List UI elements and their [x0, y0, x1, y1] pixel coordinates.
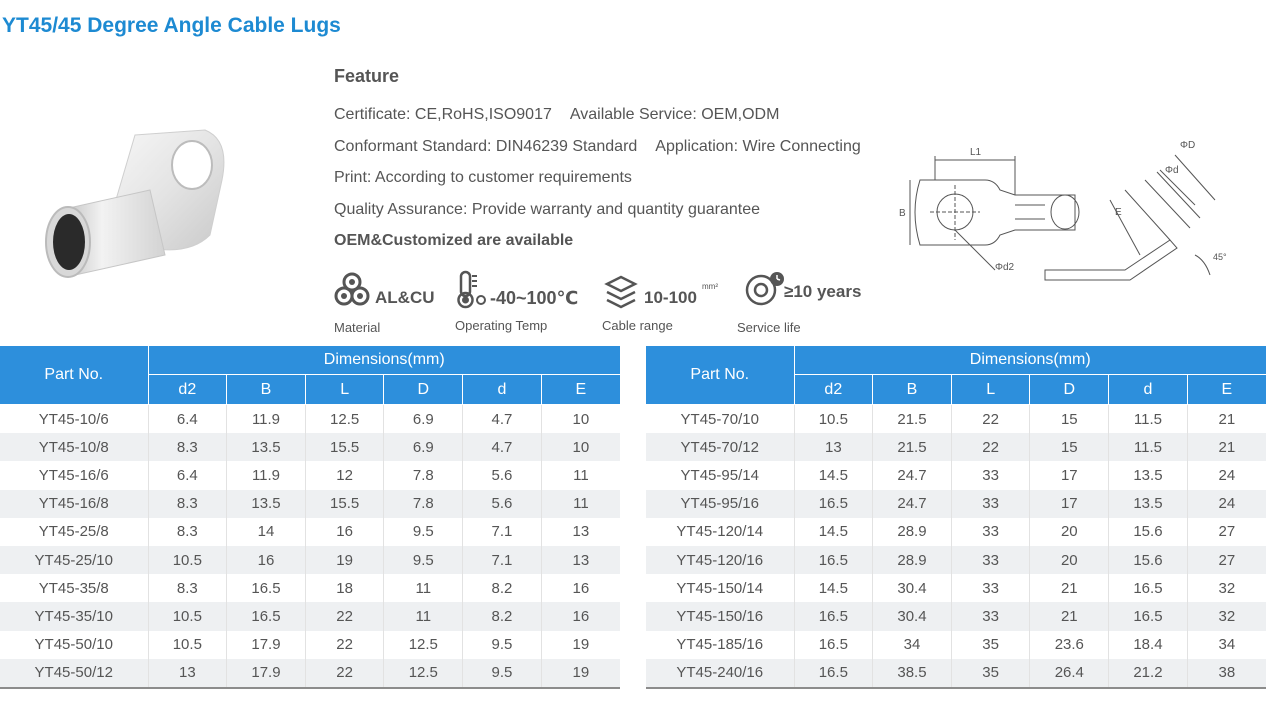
dimension-cell: 14.5	[794, 461, 873, 489]
dimension-cell: 13.5	[227, 433, 306, 461]
part-number-cell: YT45-16/8	[0, 490, 148, 518]
dimension-cell: 6.9	[384, 433, 463, 461]
dimension-cell: 18.4	[1109, 631, 1188, 659]
dimension-cell: 19	[541, 631, 620, 659]
temp-value: -40~100℃	[490, 288, 579, 308]
dimension-cell: 15.6	[1109, 518, 1188, 546]
table-row	[646, 602, 1266, 630]
drawing-label-b: B	[899, 208, 906, 219]
dimension-cell: 17.9	[227, 659, 306, 688]
table-row	[646, 631, 1266, 659]
dimension-cell: 22	[951, 433, 1030, 461]
part-number-cell: YT45-50/12	[0, 659, 148, 688]
dimension-cell: 35	[951, 659, 1030, 688]
feature-line	[334, 137, 894, 169]
col-header-l: L	[305, 375, 384, 405]
dimension-cell: 32	[1187, 602, 1266, 630]
col-header-D: D	[1030, 375, 1109, 405]
dimension-cell: 9.5	[384, 518, 463, 546]
dimension-cell: 9.5	[463, 659, 542, 688]
material-value: AL&CU	[375, 288, 435, 307]
drawing-label-d: Φd	[1165, 165, 1179, 176]
drawing-label-l1: L1	[970, 147, 982, 158]
table-row	[646, 433, 1266, 461]
dimension-cell: 33	[951, 490, 1030, 518]
part-number-cell: YT45-16/6	[0, 461, 148, 489]
part-number-cell: YT45-120/14	[646, 518, 794, 546]
part-number-cell: YT45-35/10	[0, 602, 148, 630]
part-number-cell: YT45-70/10	[646, 405, 794, 434]
dimension-cell: 11.9	[227, 405, 306, 434]
col-header-e: E	[541, 375, 620, 405]
drawing-label-angle: 45°	[1213, 252, 1227, 262]
part-number-cell: YT45-240/16	[646, 659, 794, 688]
col-header-dimensions: Dimensions(mm)	[794, 346, 1266, 375]
dimension-cell: 11.5	[1109, 405, 1188, 434]
cable-caption: Cable range	[602, 318, 673, 333]
dimension-cell: 22	[305, 659, 384, 688]
dimension-cell: 8.2	[463, 602, 542, 630]
dimension-cell: 15.5	[305, 433, 384, 461]
dimension-cell: 22	[951, 405, 1030, 434]
part-number-cell: YT45-95/14	[646, 461, 794, 489]
feature-line	[334, 105, 894, 137]
table-row	[0, 518, 620, 546]
part-number-cell: YT45-10/8	[0, 433, 148, 461]
dimension-cell: 17	[1030, 490, 1109, 518]
dimension-cell: 5.6	[463, 461, 542, 489]
dimension-cell: 33	[951, 574, 1030, 602]
dimension-cell: 7.1	[463, 546, 542, 574]
dimension-cell: 20	[1030, 518, 1109, 546]
dimension-cell: 11	[384, 602, 463, 630]
cables-icon	[334, 268, 374, 308]
table-row	[646, 659, 1266, 688]
table-row	[0, 461, 620, 489]
temp-caption: Operating Temp	[455, 318, 548, 333]
dimension-cell: 33	[951, 461, 1030, 489]
dimension-cell: 13.5	[1109, 490, 1188, 518]
dimension-cell: 16.5	[227, 602, 306, 630]
dimension-cell: 27	[1187, 546, 1266, 574]
dimension-cell: 12.5	[384, 631, 463, 659]
dimension-cell: 13	[541, 546, 620, 574]
dimension-cell: 21	[1187, 433, 1266, 461]
col-header-d: d	[1109, 375, 1188, 405]
table-row	[0, 631, 620, 659]
dimension-cell: 34	[873, 631, 952, 659]
dimension-cell: 33	[951, 602, 1030, 630]
spec-table-left	[0, 346, 620, 689]
life-value: ≥10 years	[784, 282, 862, 301]
dimension-cell: 10.5	[148, 602, 227, 630]
dimension-cell: 15.5	[305, 490, 384, 518]
certificate-text: Certificate: CE,RoHS,ISO9017	[334, 106, 552, 123]
dimension-cell: 7.8	[384, 490, 463, 518]
quality-text: Quality Assurance: Provide warranty and quantity guarantee	[334, 200, 761, 218]
part-number-cell: YT45-50/10	[0, 631, 148, 659]
col-header-part: Part No.	[646, 346, 794, 405]
table-row	[0, 546, 620, 574]
part-number-cell: YT45-185/16	[646, 631, 794, 659]
dimension-cell: 13	[148, 659, 227, 688]
dimension-cell: 6.9	[384, 405, 463, 434]
dimension-cell: 8.3	[148, 490, 227, 518]
product-photo	[40, 70, 245, 310]
technical-drawing	[895, 140, 1235, 290]
dimension-cell: 8.3	[148, 574, 227, 602]
thermometer-icon	[455, 270, 489, 310]
feature-line	[334, 168, 894, 200]
dimension-cell: 33	[951, 518, 1030, 546]
cable-unit: mm²	[702, 282, 718, 291]
table-row	[646, 546, 1266, 574]
dimension-cell: 21	[1030, 574, 1109, 602]
print-text: Print: According to customer requirements	[334, 169, 632, 186]
table-row	[0, 405, 620, 434]
dimension-cell: 18	[305, 574, 384, 602]
dimension-cell: 16.5	[794, 631, 873, 659]
table-row	[646, 518, 1266, 546]
dimension-cell: 11.9	[227, 461, 306, 489]
dimension-cell: 20	[1030, 546, 1109, 574]
dimension-cell: 16.5	[1109, 574, 1188, 602]
dimension-cell: 24.7	[873, 461, 952, 489]
dimension-cell: 24	[1187, 490, 1266, 518]
dimension-cell: 6.4	[148, 405, 227, 434]
dimension-cell: 21	[1030, 602, 1109, 630]
dimension-cell: 13	[794, 433, 873, 461]
col-header-b: B	[873, 375, 952, 405]
dimension-cell: 15	[1030, 405, 1109, 434]
dimension-cell: 22	[305, 631, 384, 659]
dimension-cell: 16.5	[794, 490, 873, 518]
dimension-cell: 17.9	[227, 631, 306, 659]
dimension-cell: 21.5	[873, 433, 952, 461]
dimension-cell: 11.5	[1109, 433, 1188, 461]
drawing-label-e: E	[1115, 207, 1122, 218]
dimension-cell: 19	[305, 546, 384, 574]
clock-gear-icon	[744, 270, 786, 310]
dimension-cell: 38	[1187, 659, 1266, 688]
table-row	[646, 461, 1266, 489]
dimension-cell: 8.3	[148, 518, 227, 546]
col-header-l: L	[951, 375, 1030, 405]
table-row	[0, 574, 620, 602]
dimension-cell: 11	[384, 574, 463, 602]
dimension-cell: 4.7	[463, 433, 542, 461]
table-row	[646, 405, 1266, 434]
table-row	[0, 490, 620, 518]
spec-table-right	[646, 346, 1266, 689]
dimension-cell: 4.7	[463, 405, 542, 434]
dimension-cell: 35	[951, 631, 1030, 659]
feature-section	[334, 66, 894, 263]
dimension-cell: 30.4	[873, 602, 952, 630]
dimension-cell: 7.1	[463, 518, 542, 546]
dimension-cell: 9.5	[384, 546, 463, 574]
dimension-cell: 16	[541, 602, 620, 630]
dimension-cell: 14	[227, 518, 306, 546]
part-number-cell: YT45-120/16	[646, 546, 794, 574]
dimension-cell: 11	[541, 461, 620, 489]
dimension-cell: 16.5	[1109, 602, 1188, 630]
dimension-cell: 16.5	[794, 659, 873, 688]
part-number-cell: YT45-95/16	[646, 490, 794, 518]
dimension-cell: 19	[541, 659, 620, 688]
drawing-label-d2: Φd2	[995, 262, 1015, 273]
dimension-cell: 21.5	[873, 405, 952, 434]
dimension-cell: 26.4	[1030, 659, 1109, 688]
dimension-cell: 24.7	[873, 490, 952, 518]
table-row	[646, 490, 1266, 518]
table-row	[0, 659, 620, 688]
dimension-cell: 8.3	[148, 433, 227, 461]
col-header-d: d	[463, 375, 542, 405]
dimension-cell: 14.5	[794, 518, 873, 546]
part-number-cell: YT45-150/16	[646, 602, 794, 630]
dimension-cell: 16.5	[794, 602, 873, 630]
part-number-cell: YT45-25/10	[0, 546, 148, 574]
dimension-cell: 16	[227, 546, 306, 574]
dimension-cell: 33	[951, 546, 1030, 574]
page-title: YT45/45 Degree Angle Cable Lugs	[2, 14, 341, 37]
dimension-cell: 16	[305, 518, 384, 546]
part-number-cell: YT45-150/14	[646, 574, 794, 602]
dimension-cell: 8.2	[463, 574, 542, 602]
col-header-dimensions: Dimensions(mm)	[148, 346, 620, 375]
cable-value: 10-100	[644, 288, 697, 307]
dimension-cell: 10.5	[794, 405, 873, 434]
dimension-cell: 28.9	[873, 518, 952, 546]
dimension-cell: 22	[305, 602, 384, 630]
dimension-cell: 24	[1187, 461, 1266, 489]
dimension-cell: 12.5	[305, 405, 384, 434]
dimension-cell: 30.4	[873, 574, 952, 602]
dimension-cell: 38.5	[873, 659, 952, 688]
dimension-cell: 6.4	[148, 461, 227, 489]
dimension-cell: 21.2	[1109, 659, 1188, 688]
life-caption: Service life	[737, 320, 801, 335]
dimension-cell: 23.6	[1030, 631, 1109, 659]
dimension-cell: 14.5	[794, 574, 873, 602]
table-row	[0, 433, 620, 461]
dimension-cell: 9.5	[463, 631, 542, 659]
dimension-cell: 13.5	[1109, 461, 1188, 489]
col-header-b: B	[227, 375, 306, 405]
dimension-cell: 15	[1030, 433, 1109, 461]
dimension-cell: 10.5	[148, 546, 227, 574]
dimension-cell: 16.5	[794, 546, 873, 574]
part-number-cell: YT45-35/8	[0, 574, 148, 602]
dimension-cell: 13	[541, 518, 620, 546]
material-caption: Material	[334, 320, 381, 335]
dimension-cell: 10	[541, 405, 620, 434]
col-header-e: E	[1187, 375, 1266, 405]
drawing-label-D: ΦD	[1180, 140, 1196, 151]
layers-icon	[604, 274, 638, 314]
dimension-cell: 34	[1187, 631, 1266, 659]
oem-text: OEM&Customized are available	[334, 232, 574, 249]
dimension-cell: 5.6	[463, 490, 542, 518]
dimension-cell: 27	[1187, 518, 1266, 546]
col-header-D: D	[384, 375, 463, 405]
application-text: Application: Wire Connecting	[655, 137, 861, 155]
dimension-cell: 32	[1187, 574, 1266, 602]
dimension-cell: 15.6	[1109, 546, 1188, 574]
feature-line	[334, 200, 894, 232]
dimension-cell: 17	[1030, 461, 1109, 489]
part-number-cell: YT45-10/6	[0, 405, 148, 434]
col-header-d2: d2	[148, 375, 227, 405]
feature-heading: Feature	[334, 66, 400, 86]
col-header-d2: d2	[794, 375, 873, 405]
dimension-cell: 10	[541, 433, 620, 461]
dimension-cell: 7.8	[384, 461, 463, 489]
dimension-cell: 10.5	[148, 631, 227, 659]
dimension-cell: 12.5	[384, 659, 463, 688]
dimension-cell: 13.5	[227, 490, 306, 518]
part-number-cell: YT45-70/12	[646, 433, 794, 461]
col-header-part: Part No.	[0, 346, 148, 405]
part-number-cell: YT45-25/8	[0, 518, 148, 546]
dimension-cell: 16	[541, 574, 620, 602]
dimension-cell: 12	[305, 461, 384, 489]
dimension-cell: 11	[541, 490, 620, 518]
service-text: Available Service: OEM,ODM	[569, 106, 780, 123]
dimension-cell: 21	[1187, 405, 1266, 434]
standard-text: Conformant Standard: DIN46239 Standard	[334, 137, 638, 155]
dimension-cell: 16.5	[227, 574, 306, 602]
table-row	[646, 574, 1266, 602]
dimension-cell: 28.9	[873, 546, 952, 574]
table-row	[0, 602, 620, 630]
